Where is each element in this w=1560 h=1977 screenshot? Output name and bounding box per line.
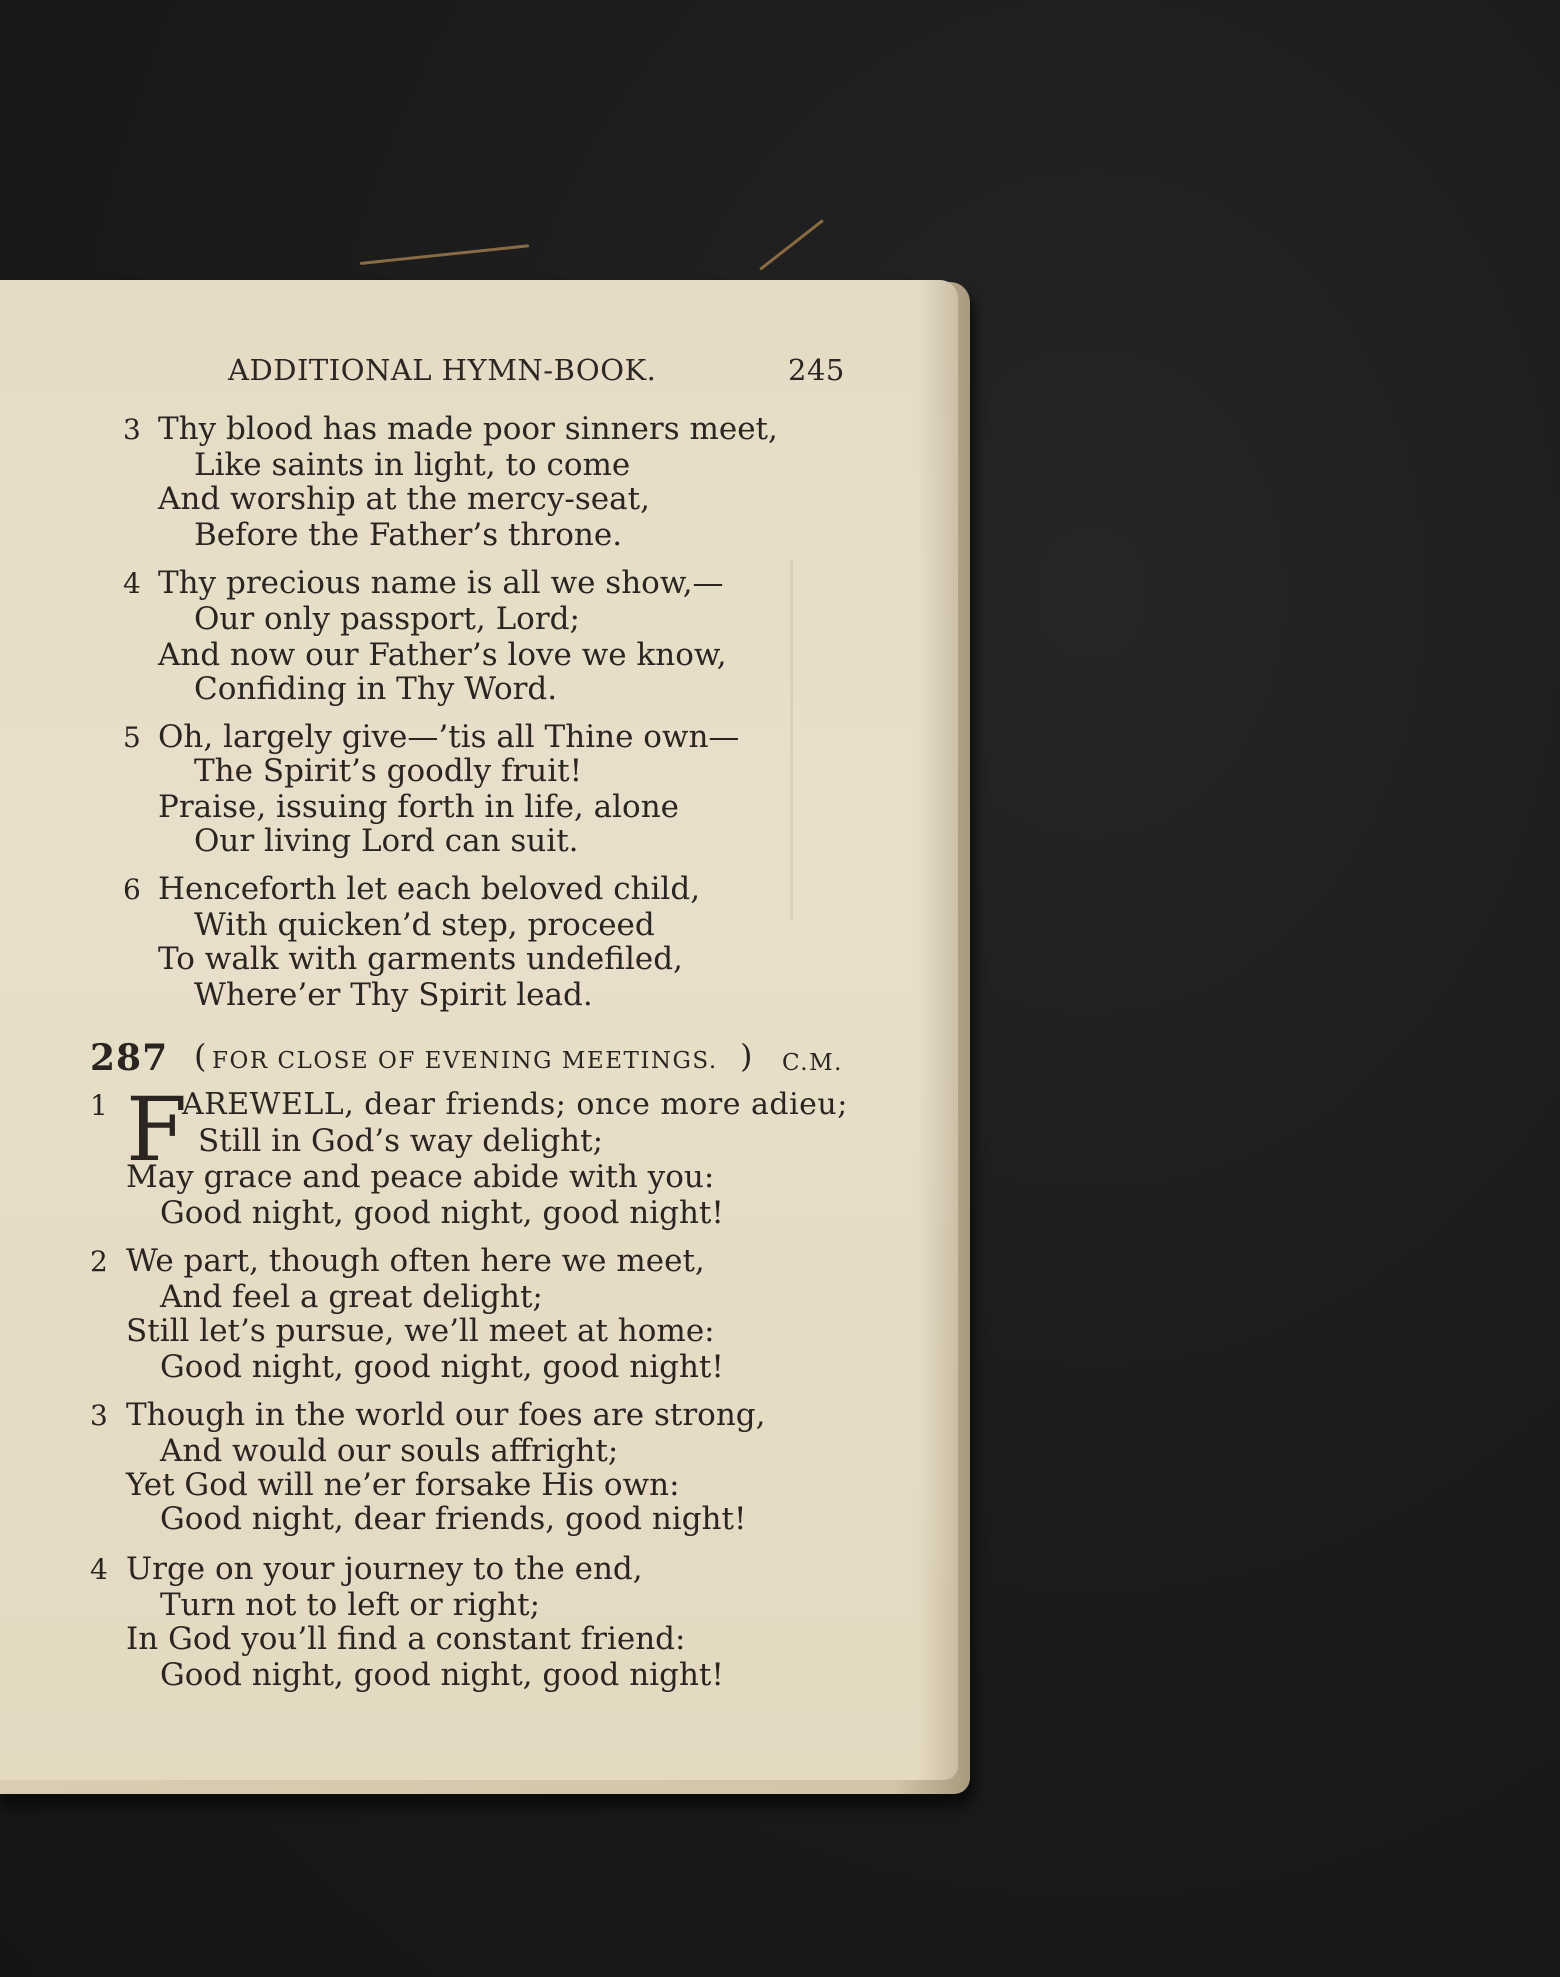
verse-line: Still let’s pursue, we’ll meet at home:: [126, 1313, 715, 1349]
verse-line: Thy precious name is all we show,—: [158, 565, 724, 601]
verse-line: The Spirit’s goodly fruit!: [194, 753, 583, 789]
verse-line: And feel a great delight;: [160, 1279, 543, 1315]
verse-line: Thy blood has made poor sinners meet,: [158, 411, 778, 447]
verse-line: Though in the world our foes are strong,: [126, 1397, 766, 1433]
heading-open-paren: (: [194, 1037, 207, 1075]
verse-line: Our living Lord can suit.: [194, 823, 579, 859]
hymn-heading: FOR CLOSE OF EVENING MEETINGS.: [212, 1048, 718, 1074]
show-through-mark: [790, 560, 833, 920]
heading-close-paren: ): [740, 1037, 753, 1075]
verse-line: Like saints in light, to come: [194, 447, 631, 483]
verse-number: 6: [123, 873, 141, 906]
verse-number: 2: [90, 1245, 108, 1278]
verse-number: 5: [123, 721, 141, 754]
page-number: 245: [788, 353, 845, 387]
hymn-number: 287: [90, 1037, 169, 1079]
verse-line: Henceforth let each beloved child,: [158, 871, 701, 907]
verse-line: And now our Father’s love we know,: [158, 637, 727, 673]
verse-line: In God you’ll find a constant friend:: [126, 1621, 686, 1657]
verse-line: AREWELL, dear friends; once more adieu;: [182, 1087, 848, 1122]
verse-line: Yet God will ne’er forsake His own:: [126, 1467, 680, 1503]
meter-label: C.M.: [782, 1050, 843, 1076]
verse-line: Where’er Thy Spirit lead.: [194, 977, 593, 1013]
verse-line: And would our souls affright;: [160, 1433, 619, 1469]
verse-line: May grace and peace abide with you:: [126, 1159, 715, 1195]
verse-line: Before the Father’s throne.: [194, 517, 623, 553]
verse-line: Good night, dear friends, good night!: [160, 1501, 747, 1537]
verse-line: Good night, good night, good night!: [160, 1657, 724, 1693]
verse-number: 4: [123, 567, 141, 600]
running-title: ADDITIONAL HYMN-BOOK.: [228, 353, 657, 387]
verse-line: And worship at the mercy-seat,: [158, 481, 650, 517]
verse-line: Praise, issuing forth in life, alone: [158, 789, 680, 825]
verse-line: Our only passport, Lord;: [194, 601, 580, 637]
verse-line: Confiding in Thy Word.: [194, 671, 558, 707]
verse-line: Good night, good night, good night!: [160, 1195, 724, 1231]
verse-number: 1: [90, 1089, 108, 1122]
verse-number: 3: [90, 1399, 108, 1432]
verse-line: Urge on your journey to the end,: [126, 1551, 643, 1587]
verse-number: 3: [123, 413, 141, 446]
verse-line: Turn not to left or right;: [160, 1587, 541, 1623]
verse-line: Oh, largely give—’tis all Thine own—: [158, 719, 740, 755]
drop-cap: F: [126, 1078, 188, 1181]
verse-number: 4: [90, 1553, 108, 1586]
verse-line: With quicken’d step, proceed: [194, 907, 655, 943]
verse-line: We part, though often here we meet,: [126, 1243, 705, 1279]
verse-line: To walk with garments undefiled,: [158, 941, 683, 977]
verse-line: Still in God’s way delight;: [198, 1123, 604, 1159]
verse-line: Good night, good night, good night!: [160, 1349, 724, 1385]
